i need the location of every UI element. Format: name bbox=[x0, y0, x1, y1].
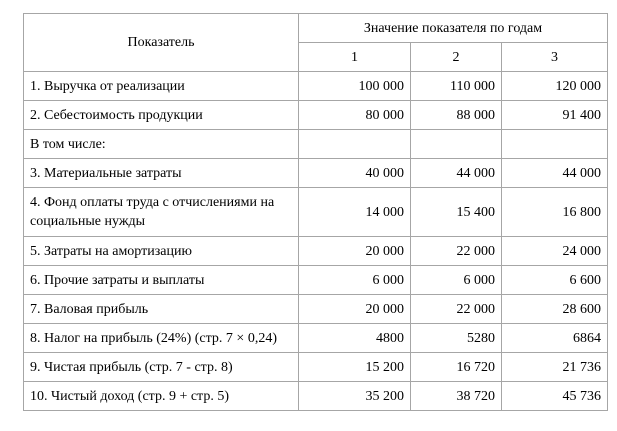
row-value: 6 600 bbox=[502, 266, 608, 295]
row-value: 22 000 bbox=[411, 295, 502, 324]
row-label: 3. Материальные затраты bbox=[24, 159, 299, 188]
row-value: 15 200 bbox=[299, 353, 411, 382]
row-value: 20 000 bbox=[299, 237, 411, 266]
row-value: 24 000 bbox=[502, 237, 608, 266]
table-row bbox=[24, 382, 608, 411]
row-value: 14 000 bbox=[299, 188, 411, 237]
row-value: 44 000 bbox=[502, 159, 608, 188]
row-value: 110 000 bbox=[411, 72, 502, 101]
row-label: В том числе: bbox=[24, 130, 299, 159]
row-label: 10. Чистый доход (стр. 9 + стр. 5) bbox=[24, 382, 299, 411]
row-value: 5280 bbox=[411, 324, 502, 353]
row-value: 91 400 bbox=[502, 101, 608, 130]
row-value: 16 720 bbox=[411, 353, 502, 382]
header-indicator: Показатель bbox=[24, 14, 299, 72]
row-value: 6 000 bbox=[299, 266, 411, 295]
table-row bbox=[24, 159, 608, 188]
row-label: 9. Чистая прибыль (стр. 7 - стр. 8) bbox=[24, 353, 299, 382]
row-label: 8. Налог на прибыль (24%) (стр. 7 × 0,24) bbox=[24, 324, 299, 353]
table-row bbox=[24, 130, 608, 159]
row-value: 88 000 bbox=[411, 101, 502, 130]
header-years-group: Значение показателя по годам bbox=[299, 14, 608, 43]
row-label: 1. Выручка от реализации bbox=[24, 72, 299, 101]
table-row bbox=[24, 353, 608, 382]
table-row bbox=[24, 266, 608, 295]
header-year-1: 1 bbox=[299, 43, 411, 72]
row-value bbox=[411, 130, 502, 159]
row-label: 7. Валовая прибыль bbox=[24, 295, 299, 324]
table-row bbox=[24, 188, 608, 237]
row-value: 120 000 bbox=[502, 72, 608, 101]
row-label: 6. Прочие затраты и выплаты bbox=[24, 266, 299, 295]
row-value: 6864 bbox=[502, 324, 608, 353]
table-row bbox=[24, 295, 608, 324]
header-year-3: 3 bbox=[502, 43, 608, 72]
row-value: 80 000 bbox=[299, 101, 411, 130]
row-value: 38 720 bbox=[411, 382, 502, 411]
header-year-2: 2 bbox=[411, 43, 502, 72]
row-value: 35 200 bbox=[299, 382, 411, 411]
row-value: 22 000 bbox=[411, 237, 502, 266]
row-label: 5. Затраты на амортизацию bbox=[24, 237, 299, 266]
row-value: 45 736 bbox=[502, 382, 608, 411]
header-row bbox=[24, 14, 608, 43]
row-label: 4. Фонд оплаты труда с отчислениями на социальные нужды bbox=[24, 188, 299, 237]
row-value: 16 800 bbox=[502, 188, 608, 237]
table-row bbox=[24, 72, 608, 101]
table-row bbox=[24, 324, 608, 353]
table-row bbox=[24, 101, 608, 130]
row-value: 100 000 bbox=[299, 72, 411, 101]
row-value: 4800 bbox=[299, 324, 411, 353]
row-value: 28 600 bbox=[502, 295, 608, 324]
row-value: 40 000 bbox=[299, 159, 411, 188]
row-label: 2. Себестоимость продукции bbox=[24, 101, 299, 130]
row-value: 20 000 bbox=[299, 295, 411, 324]
indicators-table bbox=[23, 13, 608, 411]
row-value: 15 400 bbox=[411, 188, 502, 237]
table-row bbox=[24, 237, 608, 266]
row-value: 21 736 bbox=[502, 353, 608, 382]
row-value: 6 000 bbox=[411, 266, 502, 295]
row-value bbox=[299, 130, 411, 159]
row-value: 44 000 bbox=[411, 159, 502, 188]
row-value bbox=[502, 130, 608, 159]
